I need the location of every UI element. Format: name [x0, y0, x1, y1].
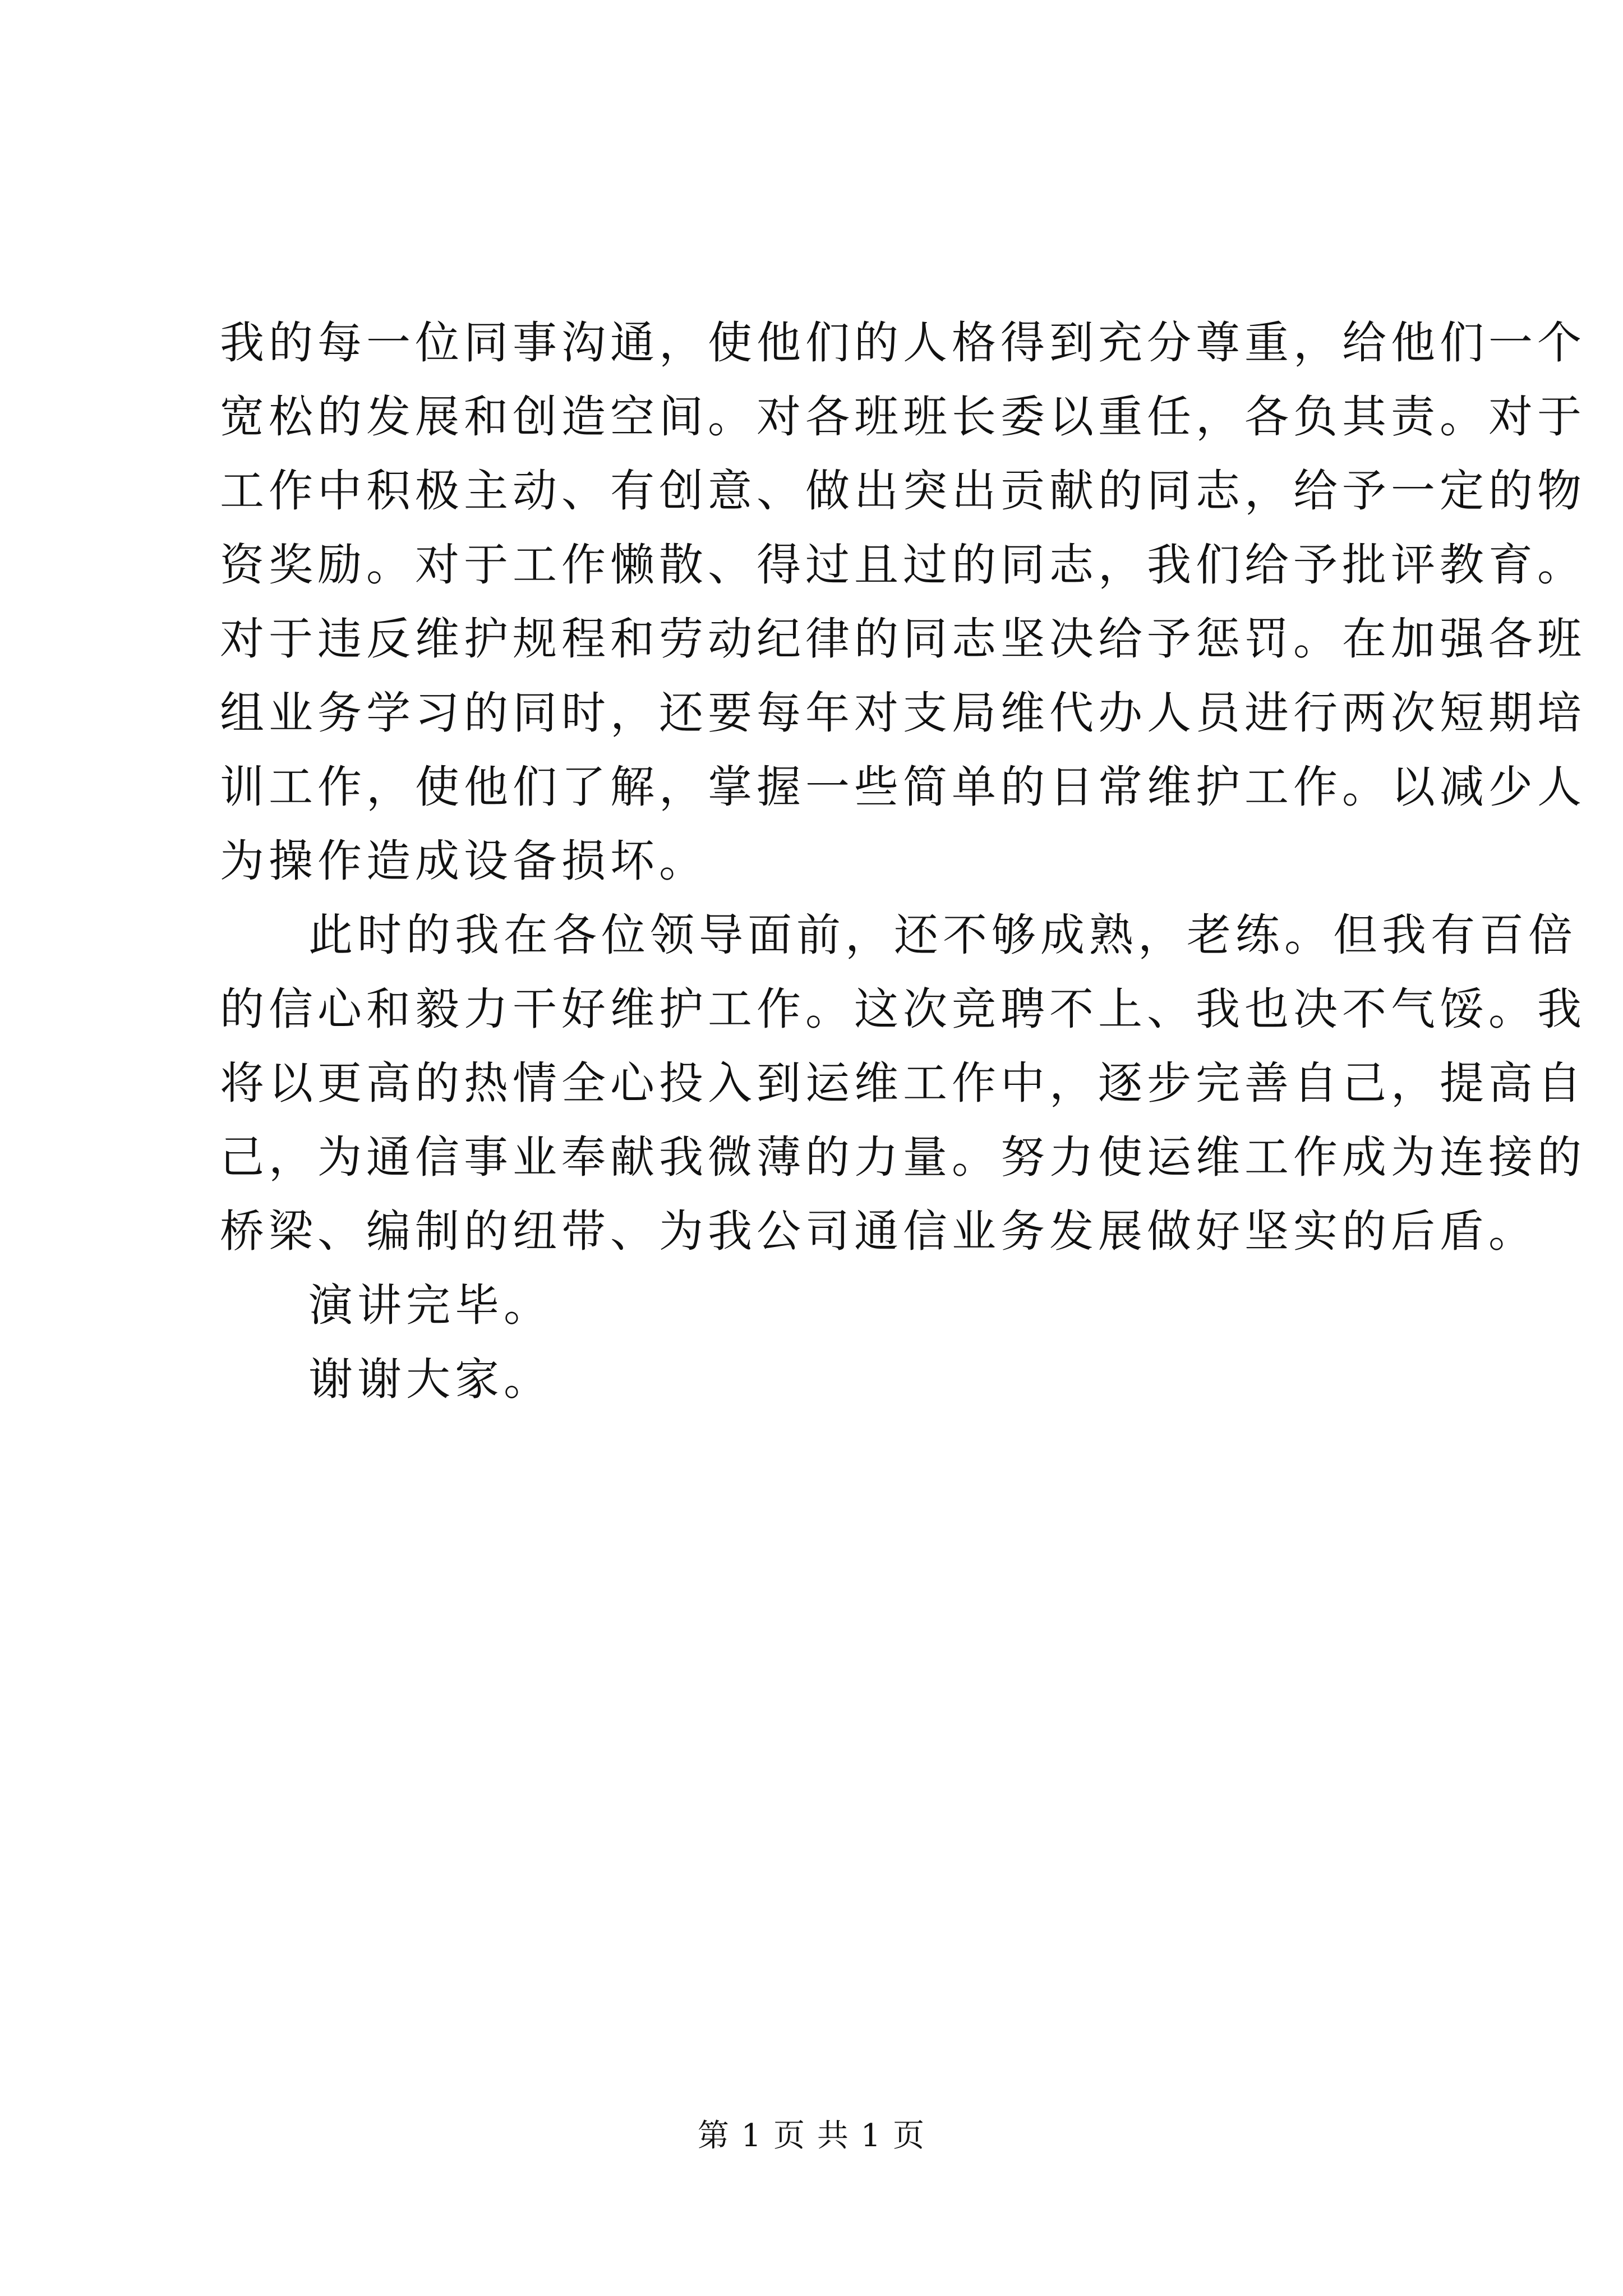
- text-line: 为操作造成设备损坏。: [220, 835, 708, 887]
- text-line: 的信心和毅力干好维护工作。这次竞聘不上、我也决不气馁。我: [220, 983, 1586, 1035]
- text-line: 工作中积极主动、有创意、做出突出贡献的同志，给予一定的物: [220, 465, 1586, 517]
- text-line: 宽松的发展和创造空间。对各班班长委以重任，各负其责。对于: [220, 391, 1586, 443]
- text-line: 组业务学习的同时，还要每年对支局维代办人员进行两次短期培: [220, 687, 1586, 739]
- text-line: 谢谢大家。: [308, 1354, 552, 1405]
- text-line: 我的每一位同事沟通，使他们的人格得到充分尊重，给他们一个: [220, 317, 1586, 369]
- text-line: 资奖励。对于工作懒散、得过且过的同志，我们给予批评教育。: [220, 539, 1586, 591]
- text-line: 对于违反维护规程和劳动纪律的同志坚决给予惩罚。在加强各班: [220, 613, 1586, 665]
- text-line: 桥梁、编制的纽带、为我公司通信业务发展做好坚实的后盾。: [220, 1205, 1537, 1257]
- text-line: 训工作，使他们了解，掌握一些简单的日常维护工作。以减少人: [220, 761, 1586, 813]
- page-number-footer: 第 1 页 共 1 页: [697, 2118, 926, 2154]
- text-line: 演讲完毕。: [308, 1280, 552, 1331]
- document-body: [220, 306, 1586, 1416]
- text-line: 将以更高的热情全心投入到运维工作中，逐步完善自己，提高自: [220, 1057, 1586, 1109]
- text-line: 此时的我在各位领导面前，还不够成熟，老练。但我有百倍: [308, 909, 1577, 961]
- text-line: 己，为通信事业奉献我微薄的力量。努力使运维工作成为连接的: [220, 1131, 1586, 1183]
